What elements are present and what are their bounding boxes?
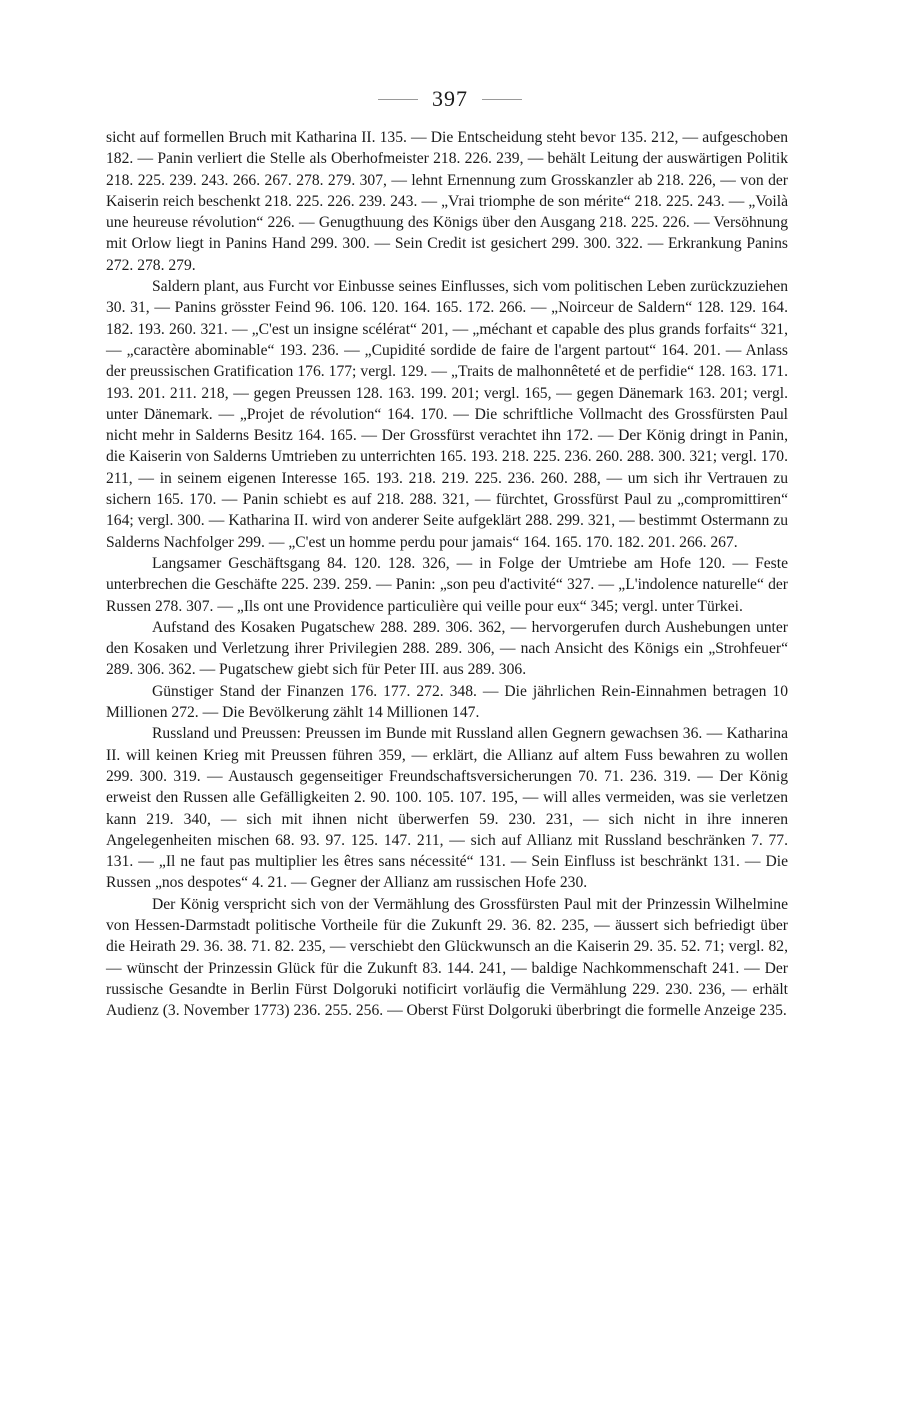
header-rule-right bbox=[482, 99, 522, 100]
paragraph-vermaehlung: Der König verspricht sich von der Vermählung des Grossfürsten Paul mit der Prinzessin Wilhelmine von Hessen-Darmstadt politische Vortheile für die Zukunft 29. 36. 82. 235, — äussert sich befriedigt über die Heirath 29. 36. 38. 71. 82. 235, — verschiebt den Glückwunsch an die Kaiserin 29. 35. 52. 71; vergl. 82, — wünscht der Prinzessin Glück für die Zukunft 83. 144. 241, — baldige Nachkommenschaft 241. — Der russische Gesandte in Berlin Fürst Dolgoruki notificirt vorläufig die Vermählung 229. 230. 236, — erhält Audienz (3. November 1773) 236. 255. 256. — Oberst Fürst Dolgoruki überbringt die formelle Anzeige 235. bbox=[106, 895, 788, 1020]
paragraph-russland-preussen: Russland und Preussen: Preussen im Bunde mit Russland allen Gegnern gewachsen 36. — Katharina II. will keinen Krieg mit Preussen führen 359, — erklärt, die Allianz auf altem Fuss bewahren zu wollen 299. 300. 319. — Austausch gegenseitiger Freundschaftsversicherungen 70. 71. 236. 319. — Der König erweist den Russen alle Gefälligkeiten 2. 90. 100. 105. 107. 195, — will alles vermeiden, was sie verletzen kann 219. 340, — sich mit ihnen nicht überwerfen 59. 230. 231, — sich nicht in ihre inneren Angelegenheiten mischen 68. 93. 97. 125. 147. 211, — sich auf Allianz mit Russland beschränken 7. 77. 131. — „Il ne faut pas multiplier les êtres sans nécessité“ 131. — Sein Einfluss ist beschränkt 131. — Die Russen „nos despotes“ 4. 21. — Gegner der Allianz am russischen Hofe 230. bbox=[106, 725, 788, 892]
paragraph-panin: sicht auf formellen Bruch mit Katharina II. 135. — Die Entscheidung steht bevor 135. 212, — aufgeschoben 182. — Panin verliert die Stelle als Oberhofmeister 218. 226. 239, — behält Leitung der auswärtigen Politik 218. 225. 239. 243. 266. 267. 278. 279. 307, — lehnt Ernennung zum Grosskanzler ab 218. 226, — von der Kaiserin reich beschenkt 218. 225. 226. 239. 243. — „Vrai triomphe de son mérite“ 218. 225. 243. — „Voilà une heureuse révolution“ 226. — Genugthuung des Königs über den Ausgang 218. 225. 226. — Versöhnung mit Orlow liegt in Panins Hand 299. 300. — Sein Credit ist gesichert 299. 300. 322. — Erkrankung Panins 272. 278. 279. bbox=[106, 129, 788, 274]
header-rule-left bbox=[378, 99, 418, 100]
page-header bbox=[0, 86, 900, 112]
paragraph-geschaeftsgang: Langsamer Geschäftsgang 84. 120. 128. 326, — in Folge der Umtriebe am Hofe 120. — Feste unterbrechen die Geschäfte 225. 239. 259. — Panin: „son peu d'activité“ 327. — „L'indolence naturelle“ der Russen 278. 307. — „Ils ont une Providence particulière qui veille pour eux“ 345; vergl. unter Türkei. bbox=[106, 554, 788, 615]
paragraph-pugatschew: Aufstand des Kosaken Pugatschew 288. 289. 306. 362, — hervorgerufen durch Aushebungen unter den Kosaken und Verletzung ihrer Privilegien 288. 289. 306, — nach Ansicht des Königs ein „Strohfeuer“ 289. 306. 362. — Pugatschew giebt sich für Peter III. aus 289. 306. bbox=[106, 618, 788, 679]
body-text bbox=[106, 127, 788, 1021]
paragraph-saldern: Saldern plant, aus Furcht vor Einbusse seines Einflusses, sich vom politischen Leben zurückzuziehen 30. 31, — Panins grösster Feind 96. 106. 120. 164. 165. 172. 266. — „Noirceur de Saldern“ 128. 129. 164. 182. 193. 260. 321. — „C'est un insigne scélérat“ 201, — „méchant et capable des plus grands forfaits“ 321, — „caractère abominable“ 193. 236. — „Cupidité sordide de faire de l'argent partout“ 164. 201. — Anlass der preussischen Gratification 176. 177; vergl. 129. — „Traits de malhonnêteté et de perfidie“ 128. 163. 171. 193. 201. 211. 218, — gegen Preussen 128. 163. 199. 201; vergl. 165, — gegen Dänemark 163. 201; vergl. unter Dänemark. — „Projet de révolution“ 164. 170. — Die schriftliche Vollmacht des Grossfürsten Paul nicht mehr in Salderns Besitz 164. 165. — Der Grossfürst verachtet ihn 172. — Der König dringt in Panin, die Kaiserin von Salderns Umtrieben zu unterrichten 165. 193. 218. 225. 236. 260. 288. 300. 321; vergl. 170. 211, — in seinem eigenen Interesse 165. 193. 218. 219. 225. 236. 260. 288, — um sich ihr Vertrauen zu sichern 165. 170. — Panin schiebt es auf 218. 288. 321, — fürchtet, Grossfürst Paul zu „compromittiren“ 164; vergl. 300. — Katharina II. wird von anderer Seite aufgeklärt 288. 299. 321, — bestimmt Ostermann zu Salderns Nachfolger 299. — „C'est un homme perdu pour jamais“ 164. 165. 170. 182. 201. 266. 267. bbox=[106, 278, 788, 551]
paragraph-finanzen: Günstiger Stand der Finanzen 176. 177. 272. 348. — Die jährlichen Rein-Einnahmen betragen 10 Millionen 272. — Die Bevölkerung zählt 14 Millionen 147. bbox=[106, 682, 788, 722]
page-number: 397 bbox=[432, 86, 468, 111]
